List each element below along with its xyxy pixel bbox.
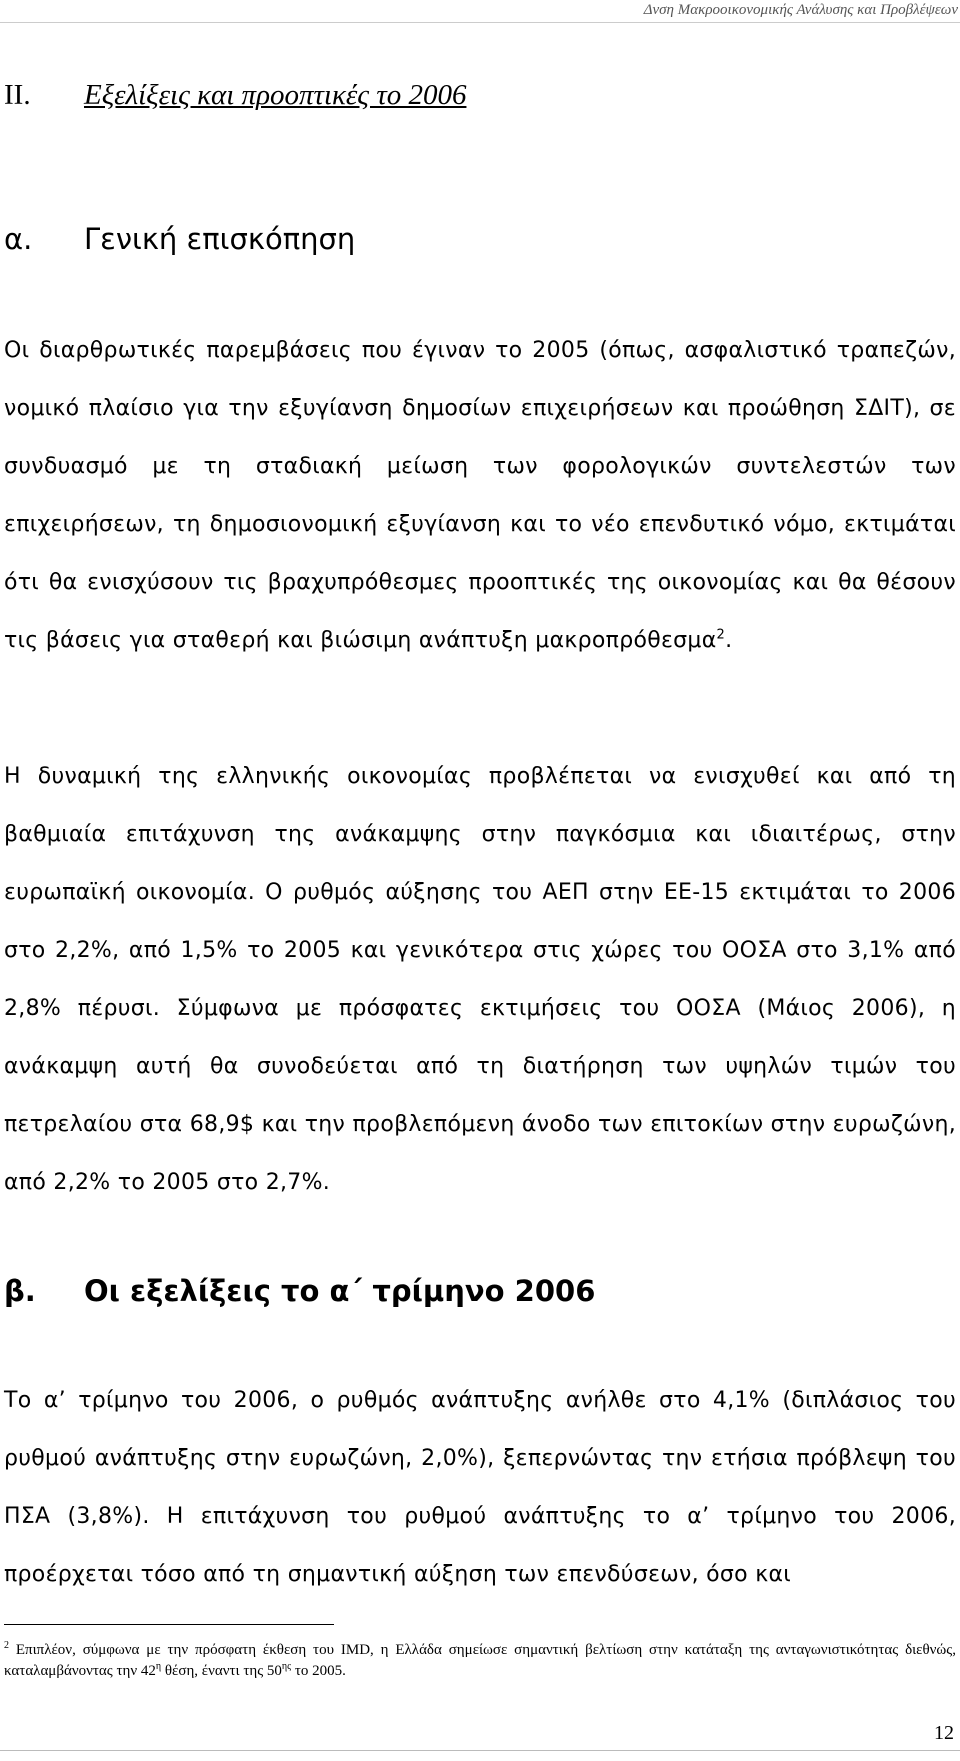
page-number: 12	[934, 1722, 954, 1744]
running-header: Δνση Μακροοικονομικής Ανάλυσης και Προβλέψεων	[643, 2, 958, 18]
paragraph-end: .	[725, 628, 733, 653]
subsection-letter: α.	[4, 222, 33, 256]
footnote-number: 2	[4, 1640, 9, 1651]
footnote-text: Επιπλέον, σύμφωνα με την πρόσφατη έκθεση του IMD, η Ελλάδα σημείωσε σημαντική βελτίωση στην κατάταξη της ανταγωνιστικότητας διεθνώς, καταλαμβάνοντας την 42	[4, 1642, 956, 1679]
section-heading-main	[4, 79, 466, 112]
paragraph-overview-2: Η δυναμική της ελληνικής οικονομίας προβλέπεται να ενισχυθεί και από τη βαθμιαία επιτάχυνση της ανάκαμψης στην παγκόσμια και ιδιαιτέρως, στην ευρωπαϊκή οικονομία. Ο ρυθμός αύξησης του ΑΕΠ στην ΕΕ-15 εκτιμάται το 2006 στο 2,2%, από 1,5% το 2005 και γενικότερα στις χώρες του ΟΟΣΑ στο 3,1% από 2,8% πέρυσι. Σύμφωνα με πρόσφατες εκτιμήσεις του ΟΟΣΑ (Μάιος 2006), η ανάκαμψη αυτή θα συνοδεύεται από τη διατήρηση των υψηλών τιμών του πετρελαίου στα 68,9$ και την προβλεπόμενη άνοδο των επιτοκίων στην ευρωζώνη, από 2,2% το 2005 στο 2,7%.	[4, 764, 956, 1195]
paragraph-overview-1	[4, 322, 956, 670]
subsection-letter: β.	[4, 1274, 36, 1308]
section-number: ΙΙ.	[4, 79, 31, 111]
footnote-rule	[4, 1624, 334, 1625]
subsection-heading-b	[4, 1274, 595, 1308]
subsection-title: Οι εξελίξεις το α΄ τρίμηνο 2006	[84, 1274, 596, 1308]
footnote-text: το 2005.	[291, 1663, 346, 1679]
header-rule	[0, 22, 960, 23]
subsection-title: Γενική επισκόπηση	[84, 222, 356, 256]
paragraph-text: Οι διαρθρωτικές παρεμβάσεις που έγιναν το 2005 (όπως, ασφαλιστικό τραπεζών, νομικό πλαίσιο για την εξυγίανση δημοσίων επιχειρήσεων και προώθηση ΣΔΙΤ), σε συνδυασμό με τη σταδιακή μείωση των φορολογικών συντελεστών των επιχειρήσεων, τη δημοσιονομική εξυγίανση και το νέο επενδυτικό νόμο, εκτιμάται ότι θα ενισχύσουν τις βραχυπρόθεσμες προοπτικές της οικονομίας και θα θέσουν τις βάσεις για σταθερή και βιώσιμη ανάπτυξη μακροπρόθεσμα	[4, 338, 956, 653]
footnote	[4, 1640, 956, 1682]
footnote-reference[interactable]: 2	[716, 627, 726, 643]
footnote-superscript: ης	[281, 1661, 292, 1672]
paragraph-q1-developments: Το α’ τρίμηνο του 2006, ο ρυθμός ανάπτυξης ανήλθε στο 4,1% (διπλάσιος του ρυθμού ανάπτυξης στην ευρωζώνη, 2,0%), ξεπερνώντας την ετήσια πρόβλεψη του ΠΣΑ (3,8%). Η επιτάχυνση του ρυθμού ανάπτυξης το α’ τρίμηνο του 2006, προέρχεται τόσο από τη σημαντική αύξηση των επενδύσεων, όσο και	[4, 1388, 956, 1587]
section-title: Εξελίξεις και προοπτικές το 2006	[84, 79, 467, 111]
page-bottom-rule	[0, 1750, 960, 1751]
subsection-heading-a	[4, 222, 355, 256]
footnote-text: θέση, έναντι της 50	[161, 1663, 282, 1679]
footnote-superscript: η	[155, 1661, 162, 1672]
